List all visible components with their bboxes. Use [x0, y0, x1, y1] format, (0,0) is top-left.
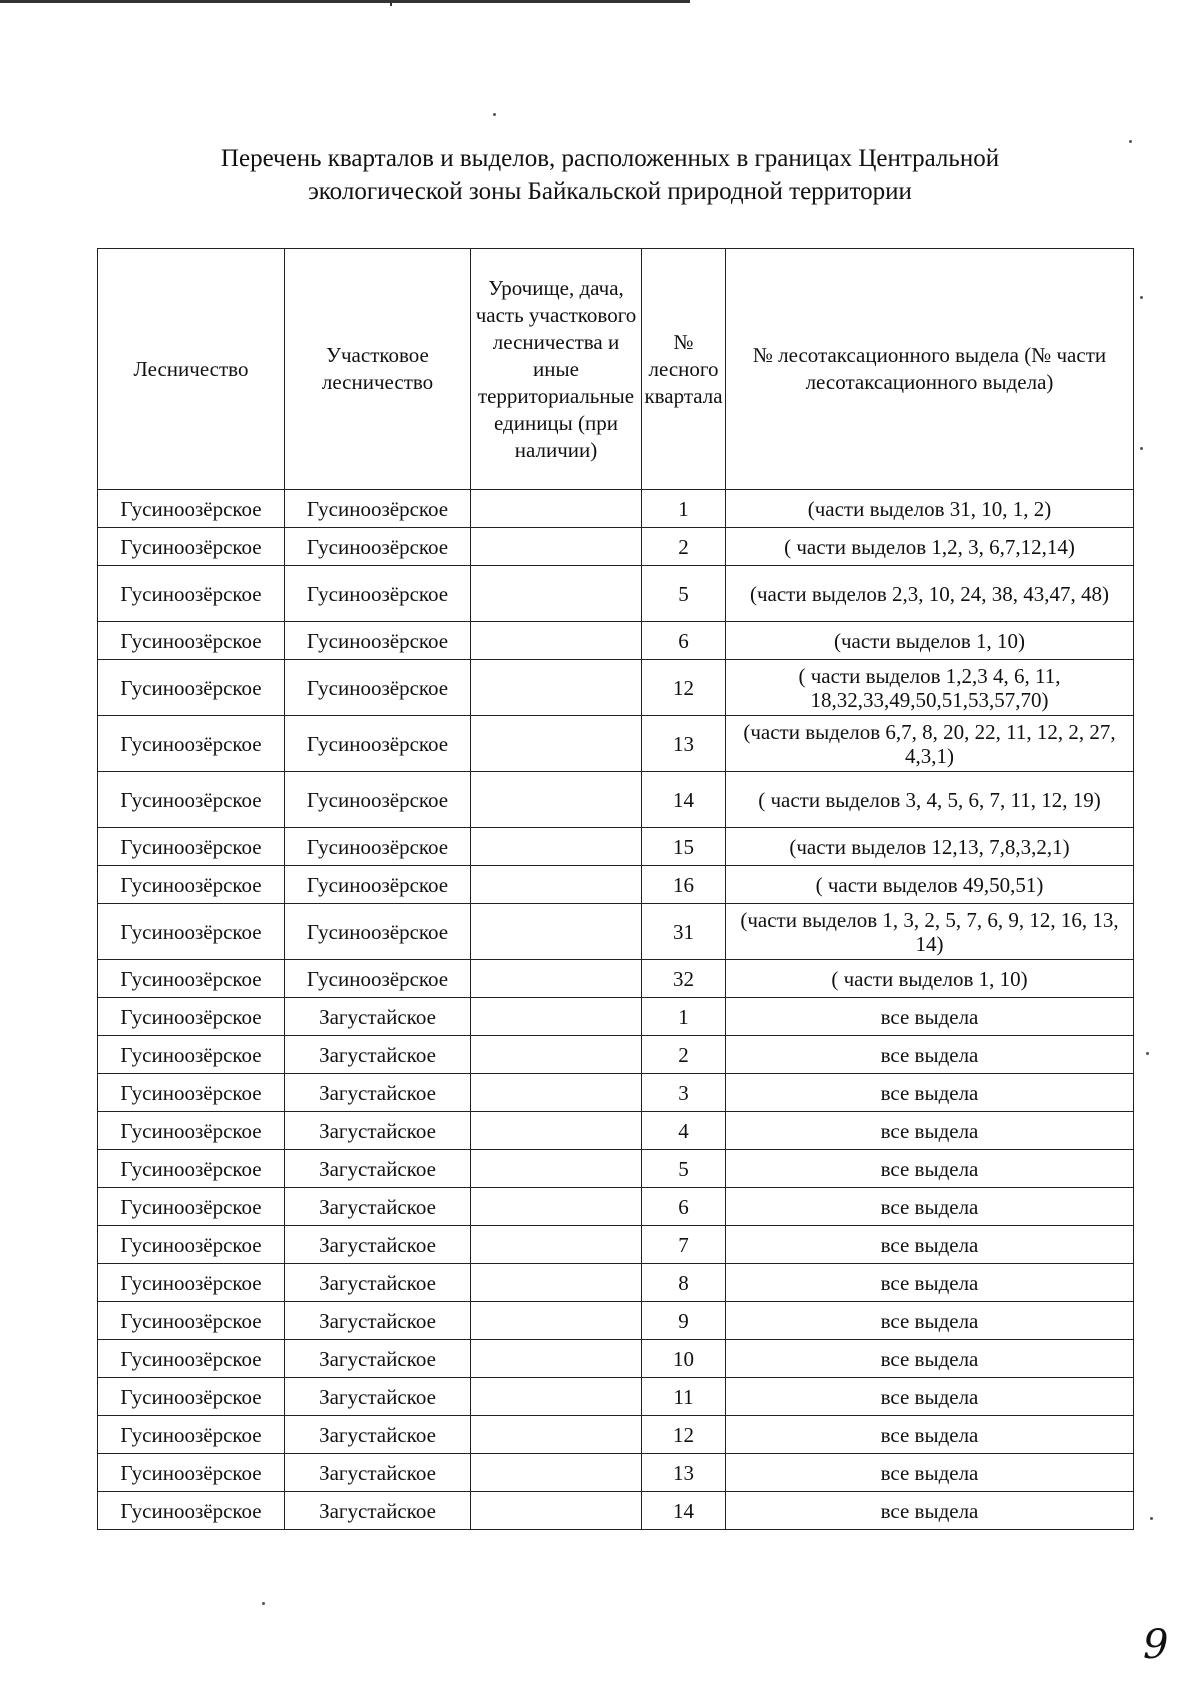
cell-district-forestry: Загустайское — [285, 1226, 471, 1264]
cell-compartments: все выдела — [726, 1036, 1134, 1074]
cell-forestry: Гусиноозёрское — [98, 1264, 285, 1302]
cell-compartments: все выдела — [726, 1340, 1134, 1378]
cell-district-forestry: Гусиноозёрское — [285, 622, 471, 660]
cell-compartments: ( части выделов 49,50,51) — [726, 866, 1134, 904]
header-compartment-number: № лесотаксационного выдела (№ части лесотаксационного выдела) — [726, 249, 1134, 490]
table-row — [98, 490, 1134, 528]
cell-locality — [471, 866, 642, 904]
scan-speck — [1146, 1052, 1149, 1055]
header-quarter-number: № лесного квартала — [642, 249, 726, 490]
cell-district-forestry: Гусиноозёрское — [285, 772, 471, 828]
cell-quarter-number: 15 — [642, 828, 726, 866]
cell-district-forestry: Гусиноозёрское — [285, 866, 471, 904]
table-row — [98, 1340, 1134, 1378]
table-row — [98, 660, 1134, 716]
table-row — [98, 1492, 1134, 1530]
cell-forestry: Гусиноозёрское — [98, 1340, 285, 1378]
cell-forestry: Гусиноозёрское — [98, 1302, 285, 1340]
cell-compartments: все выдела — [726, 1264, 1134, 1302]
cell-locality — [471, 660, 642, 716]
table-row — [98, 1378, 1134, 1416]
cell-quarter-number: 4 — [642, 1112, 726, 1150]
cell-quarter-number: 6 — [642, 1188, 726, 1226]
cell-locality — [471, 1492, 642, 1530]
cell-forestry: Гусиноозёрское — [98, 528, 285, 566]
scan-speck — [1140, 447, 1143, 450]
cell-district-forestry: Загустайское — [285, 1378, 471, 1416]
cell-district-forestry: Гусиноозёрское — [285, 660, 471, 716]
cell-compartments: все выдела — [726, 1378, 1134, 1416]
cell-compartments: (части выделов 12,13, 7,8,3,2,1) — [726, 828, 1134, 866]
cell-compartments: ( части выделов 1, 10) — [726, 960, 1134, 998]
table-row — [98, 1264, 1134, 1302]
top-border-tick — [390, 0, 392, 6]
table-row — [98, 998, 1134, 1036]
cell-forestry: Гусиноозёрское — [98, 1226, 285, 1264]
table-row — [98, 828, 1134, 866]
cell-forestry: Гусиноозёрское — [98, 490, 285, 528]
cell-district-forestry: Гусиноозёрское — [285, 904, 471, 960]
cell-district-forestry: Загустайское — [285, 1340, 471, 1378]
cell-locality — [471, 1226, 642, 1264]
cell-forestry: Гусиноозёрское — [98, 904, 285, 960]
table-row — [98, 1416, 1134, 1454]
cell-compartments: все выдела — [726, 1188, 1134, 1226]
cell-quarter-number: 7 — [642, 1226, 726, 1264]
title-line-2: экологической зоны Байкальской природной территории — [308, 178, 912, 205]
scan-speck — [493, 113, 496, 116]
cell-compartments: ( части выделов 1,2,3 4, 6, 11, 18,32,33,49,50,51,53,57,70) — [726, 660, 1134, 716]
cell-locality — [471, 1074, 642, 1112]
cell-quarter-number: 6 — [642, 622, 726, 660]
cell-locality — [471, 1302, 642, 1340]
cell-locality — [471, 1150, 642, 1188]
header-forestry: Лесничество — [98, 249, 285, 490]
cell-district-forestry: Загустайское — [285, 1492, 471, 1530]
cell-forestry: Гусиноозёрское — [98, 772, 285, 828]
cell-district-forestry: Загустайское — [285, 998, 471, 1036]
cell-compartments: все выдела — [726, 1492, 1134, 1530]
cell-quarter-number: 32 — [642, 960, 726, 998]
cell-locality — [471, 1378, 642, 1416]
cell-district-forestry: Гусиноозёрское — [285, 528, 471, 566]
table-row — [98, 1074, 1134, 1112]
cell-locality — [471, 490, 642, 528]
cell-district-forestry: Загустайское — [285, 1416, 471, 1454]
table-row — [98, 528, 1134, 566]
cell-district-forestry: Загустайское — [285, 1150, 471, 1188]
cell-forestry: Гусиноозёрское — [98, 828, 285, 866]
cell-compartments: (части выделов 1, 3, 2, 5, 7, 6, 9, 12, 16, 13, 14) — [726, 904, 1134, 960]
cell-forestry: Гусиноозёрское — [98, 1112, 285, 1150]
cell-locality — [471, 828, 642, 866]
top-border-line — [0, 0, 690, 3]
table-row — [98, 1188, 1134, 1226]
cell-district-forestry: Загустайское — [285, 1188, 471, 1226]
cell-locality — [471, 1188, 642, 1226]
header-district-forestry: Участковое лесничество — [285, 249, 471, 490]
cell-forestry: Гусиноозёрское — [98, 960, 285, 998]
cell-compartments: (части выделов 1, 10) — [726, 622, 1134, 660]
cell-forestry: Гусиноозёрское — [98, 1036, 285, 1074]
cell-forestry: Гусиноозёрское — [98, 1150, 285, 1188]
cell-district-forestry: Загустайское — [285, 1302, 471, 1340]
cell-quarter-number: 11 — [642, 1378, 726, 1416]
cell-locality — [471, 1036, 642, 1074]
cell-compartments: ( части выделов 1,2, 3, 6,7,12,14) — [726, 528, 1134, 566]
table-row — [98, 1112, 1134, 1150]
table-row — [98, 1454, 1134, 1492]
scan-speck — [1129, 140, 1132, 143]
cell-quarter-number: 14 — [642, 772, 726, 828]
cell-quarter-number: 9 — [642, 1302, 726, 1340]
table-row — [98, 904, 1134, 960]
cell-locality — [471, 904, 642, 960]
table-row — [98, 566, 1134, 622]
cell-locality — [471, 1112, 642, 1150]
cell-forestry: Гусиноозёрское — [98, 660, 285, 716]
cell-forestry: Гусиноозёрское — [98, 566, 285, 622]
cell-locality — [471, 528, 642, 566]
cell-quarter-number: 1 — [642, 490, 726, 528]
cell-locality — [471, 772, 642, 828]
table-row — [98, 716, 1134, 772]
cell-forestry: Гусиноозёрское — [98, 1416, 285, 1454]
cell-locality — [471, 1416, 642, 1454]
cell-forestry: Гусиноозёрское — [98, 622, 285, 660]
table-body — [98, 490, 1134, 1530]
cell-forestry: Гусиноозёрское — [98, 716, 285, 772]
scan-speck — [1140, 296, 1143, 299]
cell-locality — [471, 1264, 642, 1302]
table-row — [98, 960, 1134, 998]
cell-district-forestry: Гусиноозёрское — [285, 566, 471, 622]
table-row — [98, 1302, 1134, 1340]
cell-compartments: все выдела — [726, 1074, 1134, 1112]
document-title — [150, 142, 1070, 208]
cell-quarter-number: 13 — [642, 1454, 726, 1492]
table-row — [98, 622, 1134, 660]
cell-district-forestry: Гусиноозёрское — [285, 490, 471, 528]
cell-quarter-number: 12 — [642, 1416, 726, 1454]
cell-locality — [471, 566, 642, 622]
cell-forestry: Гусиноозёрское — [98, 1454, 285, 1492]
cell-district-forestry: Гусиноозёрское — [285, 716, 471, 772]
cell-compartments: (части выделов 2,3, 10, 24, 38, 43,47, 48) — [726, 566, 1134, 622]
table-row — [98, 1150, 1134, 1188]
header-locality: Урочище, дача, часть участкового лесничества и иные территориальные единицы (при наличии) — [471, 249, 642, 490]
scan-speck — [1150, 1517, 1153, 1520]
cell-district-forestry: Гусиноозёрское — [285, 828, 471, 866]
cell-compartments: (части выделов 6,7, 8, 20, 22, 11, 12, 2, 27, 4,3,1) — [726, 716, 1134, 772]
cell-district-forestry: Загустайское — [285, 1264, 471, 1302]
page-number: 9 — [1143, 1622, 1169, 1668]
cell-forestry: Гусиноозёрское — [98, 1492, 285, 1530]
cell-locality — [471, 998, 642, 1036]
cell-district-forestry: Загустайское — [285, 1074, 471, 1112]
cell-quarter-number: 2 — [642, 528, 726, 566]
cell-compartments: все выдела — [726, 1454, 1134, 1492]
cell-locality — [471, 622, 642, 660]
cell-compartments: все выдела — [726, 1302, 1134, 1340]
cell-locality — [471, 716, 642, 772]
cell-district-forestry: Гусиноозёрское — [285, 960, 471, 998]
cell-compartments: ( части выделов 3, 4, 5, 6, 7, 11, 12, 19) — [726, 772, 1134, 828]
cell-quarter-number: 3 — [642, 1074, 726, 1112]
cell-compartments: все выдела — [726, 998, 1134, 1036]
cell-district-forestry: Загустайское — [285, 1454, 471, 1492]
cell-compartments: все выдела — [726, 1226, 1134, 1264]
scan-speck — [262, 1602, 265, 1605]
cell-compartments: все выдела — [726, 1112, 1134, 1150]
cell-quarter-number: 16 — [642, 866, 726, 904]
quarters-table — [97, 248, 1134, 1530]
cell-forestry: Гусиноозёрское — [98, 998, 285, 1036]
cell-quarter-number: 10 — [642, 1340, 726, 1378]
cell-quarter-number: 1 — [642, 998, 726, 1036]
cell-forestry: Гусиноозёрское — [98, 1378, 285, 1416]
cell-quarter-number: 5 — [642, 1150, 726, 1188]
cell-quarter-number: 31 — [642, 904, 726, 960]
cell-quarter-number: 2 — [642, 1036, 726, 1074]
cell-compartments: все выдела — [726, 1150, 1134, 1188]
table-header-row — [98, 249, 1134, 490]
table-row — [98, 772, 1134, 828]
table-row — [98, 1226, 1134, 1264]
cell-locality — [471, 1454, 642, 1492]
cell-forestry: Гусиноозёрское — [98, 1188, 285, 1226]
cell-quarter-number: 13 — [642, 716, 726, 772]
cell-district-forestry: Загустайское — [285, 1112, 471, 1150]
title-line-1: Перечень кварталов и выделов, расположенных в границах Центральной — [220, 145, 1000, 172]
cell-quarter-number: 12 — [642, 660, 726, 716]
cell-locality — [471, 1340, 642, 1378]
cell-forestry: Гусиноозёрское — [98, 1074, 285, 1112]
cell-quarter-number: 8 — [642, 1264, 726, 1302]
cell-forestry: Гусиноозёрское — [98, 866, 285, 904]
table-row — [98, 1036, 1134, 1074]
cell-quarter-number: 5 — [642, 566, 726, 622]
cell-quarter-number: 14 — [642, 1492, 726, 1530]
cell-locality — [471, 960, 642, 998]
cell-district-forestry: Загустайское — [285, 1036, 471, 1074]
table-row — [98, 866, 1134, 904]
cell-compartments: все выдела — [726, 1416, 1134, 1454]
cell-compartments: (части выделов 31, 10, 1, 2) — [726, 490, 1134, 528]
